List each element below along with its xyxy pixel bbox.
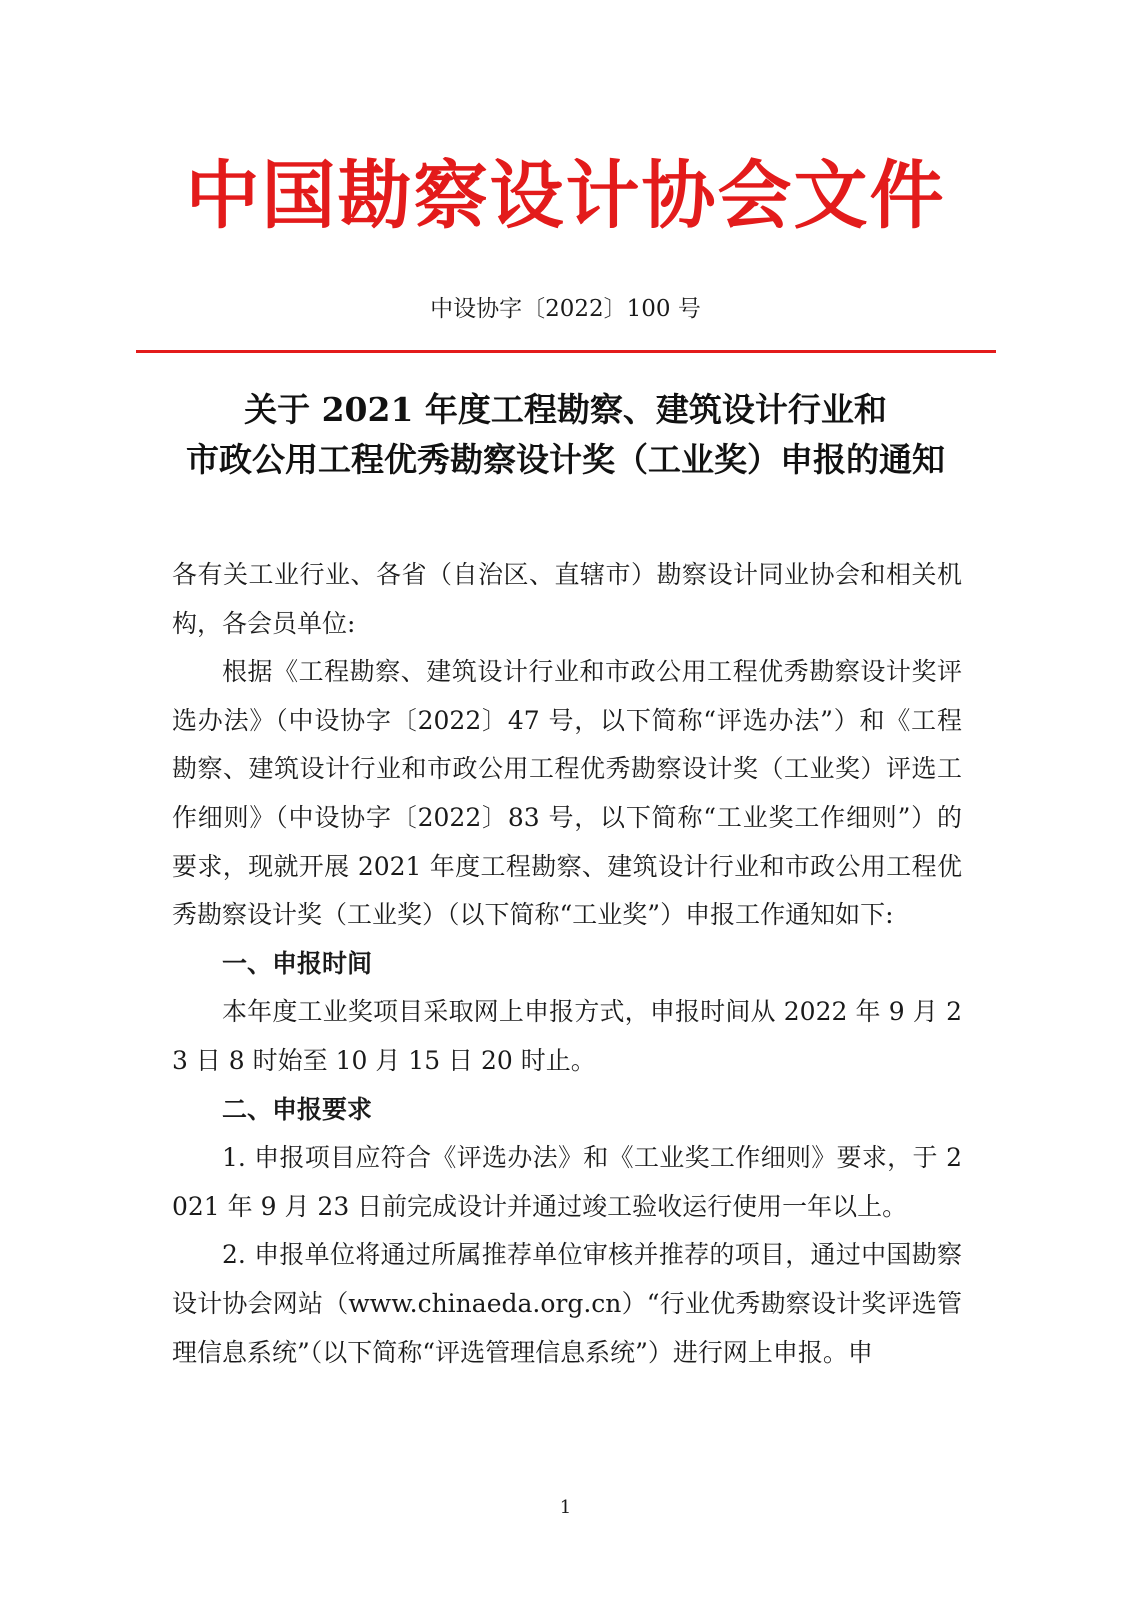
red-divider-line <box>136 350 996 353</box>
org-header-title: 中国勘察设计协会文件 <box>185 153 946 239</box>
notice-body <box>172 551 962 1377</box>
section-1-paragraph: 本年度工业奖项目采取网上申报方式，申报时间从 2022 年 9 月 23 日 8 时始至 10 月 15 日 20 时止。 <box>172 997 962 1075</box>
section-heading-2: 二、申报要求 <box>222 1094 373 1124</box>
document-number: 中设协字〔2022〕100 号 <box>430 296 701 322</box>
section-heading-1: 一、申报时间 <box>222 948 373 978</box>
requirement-item-2: 2. 申报单位将通过所属推荐单位审核并推荐的项目，通过中国勘察设计协会网站（www.chinaeda.org.cn）“行业优秀勘察设计奖评选管理信息系统”（以下简称“评选管理信息系统”）进行网上申报。申 <box>172 1240 962 1367</box>
notice-title-line-2: 市政公用工程优秀勘察设计奖（工业奖）申报的通知 <box>186 440 945 479</box>
page-number: 1 <box>559 1497 572 1518</box>
notice-title-line-1: 关于 2021 年度工程勘察、建筑设计行业和 <box>244 390 887 429</box>
requirement-item-1: 1. 申报项目应符合《评选办法》和《工业奖工作细则》要求，于 2021 年 9 月 23 日前完成设计并通过竣工验收运行使用一年以上。 <box>172 1143 962 1221</box>
intro-paragraph: 根据《工程勘察、建筑设计行业和市政公用工程优秀勘察设计奖评选办法》（中设协字〔2022〕47 号，以下简称“评选办法”）和《工程勘察、建筑设计行业和市政公用工程优秀勘察设计奖（工业奖）评选工作细则》（中设协字〔2022〕83 号，以下简称“工业奖工作细则”）的要求，现就开展 2021 年度工程勘察、建筑设计行业和市政公用工程优秀勘察设计奖（工业奖）（以下简称“工业奖”）申报工作通知如下: <box>172 657 962 930</box>
notice-title <box>0 385 1131 485</box>
salutation-paragraph: 各有关工业行业、各省（自治区、直辖市）勘察设计同业协会和相关机构，各会员单位: <box>172 560 962 638</box>
